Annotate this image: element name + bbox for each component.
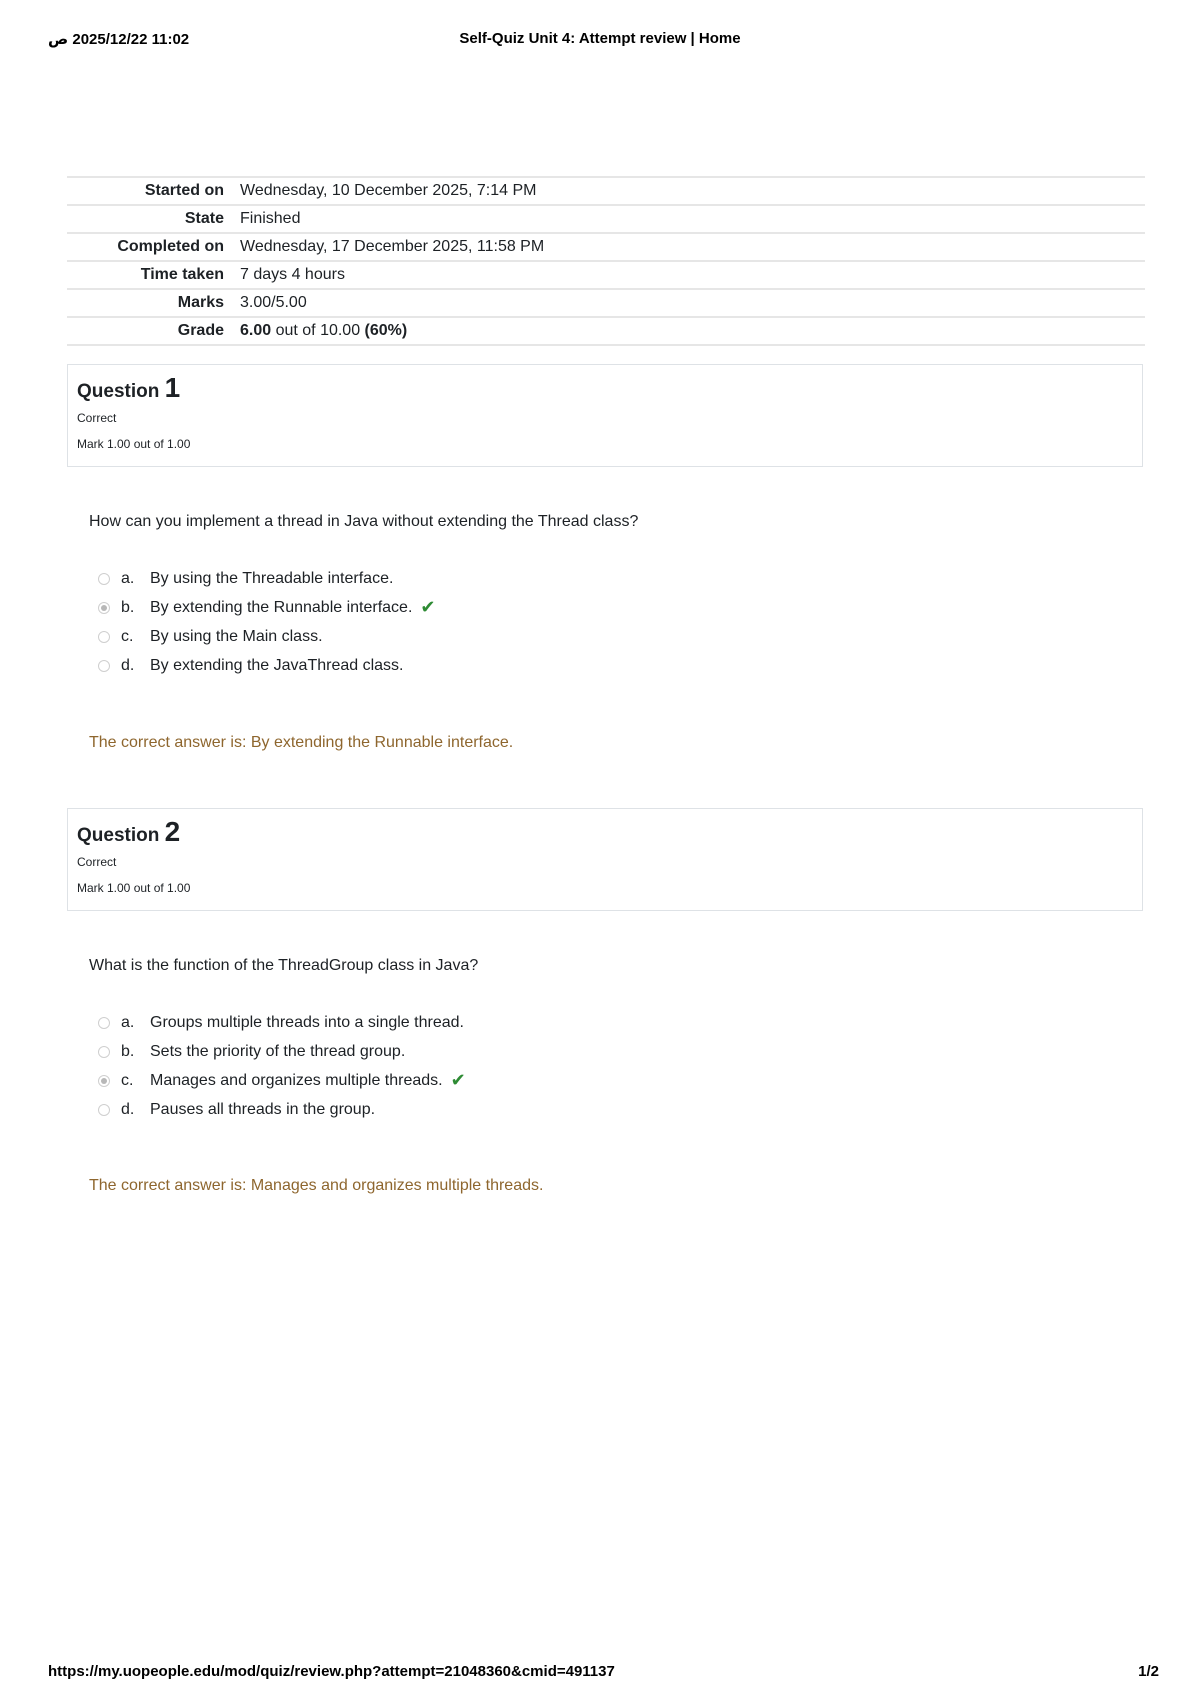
answer-letter: c. <box>121 1071 134 1089</box>
question-2-text: What is the function of the ThreadGroup class in Java? <box>89 957 479 974</box>
summary-row-time-taken <box>67 261 1145 289</box>
answer-letter: a. <box>121 569 135 587</box>
answer-text: By using the Threadable interface. <box>150 569 394 587</box>
answer-option <box>98 593 436 622</box>
radio-button[interactable] <box>98 631 110 643</box>
grade-value: 6.00 <box>240 322 272 339</box>
answer-option <box>98 1095 466 1124</box>
radio-button-selected[interactable] <box>98 602 110 614</box>
summary-row-state <box>67 205 1145 233</box>
summary-value <box>240 317 1145 345</box>
question-1-answers <box>98 564 436 680</box>
summary-row-grade <box>67 317 1145 345</box>
answer-text: Groups multiple threads into a single thread. <box>150 1013 464 1031</box>
question-1-feedback: The correct answer is: By extending the Runnable interface. <box>89 734 514 751</box>
summary-row-started <box>67 177 1145 205</box>
question-state: Correct <box>77 411 117 425</box>
answer-text: By extending the Runnable interface. <box>150 598 413 616</box>
question-2-answers <box>98 1008 466 1124</box>
summary-value: Wednesday, 10 December 2025, 7:14 PM <box>240 182 537 199</box>
summary-value: 7 days 4 hours <box>240 266 345 283</box>
question-title <box>77 373 1133 407</box>
question-1-text: How can you implement a thread in Java without extending the Thread class? <box>89 513 639 530</box>
page-number: 1/2 <box>1138 1663 1159 1680</box>
print-url: https://my.uopeople.edu/mod/quiz/review.php?attempt=21048360&cmid=491137 <box>48 1663 615 1680</box>
summary-label: Started on <box>144 182 224 199</box>
answer-letter: d. <box>121 1100 135 1118</box>
question-label: Question <box>77 825 160 846</box>
question-title <box>77 817 1133 851</box>
summary-value: Finished <box>240 210 301 227</box>
answer-option <box>98 1066 466 1095</box>
question-grade: Mark 1.00 out of 1.00 <box>77 437 191 451</box>
summary-row-marks <box>67 289 1145 317</box>
print-datetime: 11:02 2025/12/22 ص <box>48 31 190 48</box>
summary-value: Wednesday, 17 December 2025, 11:58 PM <box>240 238 545 255</box>
grade-out-of: out of 10.00 <box>271 322 365 339</box>
answer-letter: a. <box>121 1013 135 1031</box>
answer-option <box>98 1008 466 1037</box>
answer-letter: c. <box>121 627 134 645</box>
attempt-summary-table <box>67 176 1145 346</box>
answer-text: Manages and organizes multiple threads. <box>150 1071 443 1089</box>
answer-option <box>98 651 436 680</box>
answer-text: By using the Main class. <box>150 627 323 645</box>
answer-text: Sets the priority of the thread group. <box>150 1042 406 1060</box>
question-label: Question <box>77 381 160 402</box>
summary-row-completed <box>67 233 1145 261</box>
answer-letter: b. <box>121 1042 135 1060</box>
answer-option <box>98 564 436 593</box>
question-2-info <box>67 808 1143 911</box>
print-header <box>0 30 1200 50</box>
summary-value: 3.00/5.00 <box>240 294 307 311</box>
question-number: 1 <box>164 372 181 403</box>
radio-button[interactable] <box>98 1104 110 1116</box>
check-icon: ✔ <box>450 1070 466 1090</box>
answer-text: Pauses all threads in the group. <box>150 1100 376 1118</box>
question-1-info <box>67 364 1143 467</box>
check-icon: ✔ <box>420 597 436 617</box>
answer-letter: d. <box>121 656 135 674</box>
print-footer <box>0 1663 1200 1683</box>
summary-label: Marks <box>177 294 224 311</box>
radio-button[interactable] <box>98 1017 110 1029</box>
question-2-feedback: The correct answer is: Manages and organizes multiple threads. <box>89 1177 544 1194</box>
question-number: 2 <box>164 816 181 847</box>
summary-label: Grade <box>177 322 224 339</box>
radio-button[interactable] <box>98 573 110 585</box>
answer-letter: b. <box>121 598 135 616</box>
grade-percent: (60%) <box>364 322 408 339</box>
radio-button[interactable] <box>98 660 110 672</box>
summary-label: Time taken <box>140 266 224 283</box>
question-grade: Mark 1.00 out of 1.00 <box>77 881 191 895</box>
radio-button-selected[interactable] <box>98 1075 110 1087</box>
print-document-title: Self-Quiz Unit 4: Attempt review | Home <box>459 30 741 47</box>
summary-label: State <box>184 210 224 227</box>
radio-button[interactable] <box>98 1046 110 1058</box>
answer-text: By extending the JavaThread class. <box>150 656 404 674</box>
answer-option <box>98 1037 466 1066</box>
answer-option <box>98 622 436 651</box>
summary-label: Completed on <box>117 238 224 255</box>
question-state: Correct <box>77 855 117 869</box>
